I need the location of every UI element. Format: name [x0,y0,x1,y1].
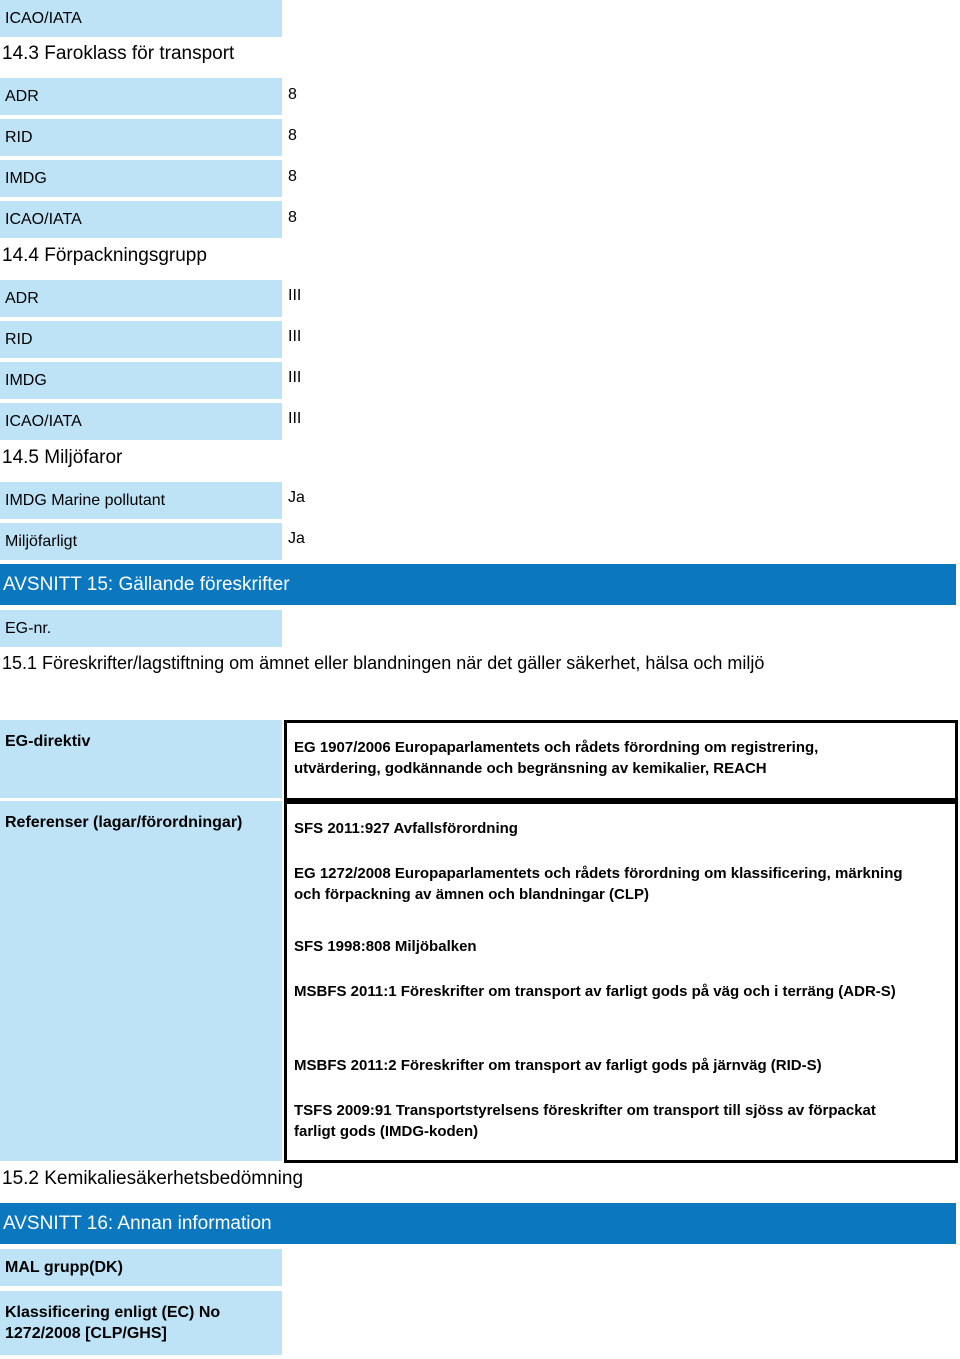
hazard-class-label-icao: ICAO/IATA [0,201,282,238]
hazard-class-value-imdg: 8 [288,168,297,185]
packing-group-label-adr: ADR [0,280,282,317]
eg-directive-text: EG 1907/2006 Europaparlamentets och rådets förordning om registrering, utvärdering, godkännande och begränsning av kemikalier, REACH [294,739,819,777]
eg-nr-label: EG-nr. [0,610,282,647]
reference-item: TSFS 2009:91 Transportstyrelsens föreskrifter om transport till sjöss av förpackat farligt gods (IMDG-koden) [294,1102,876,1140]
section-15-1-heading: 15.1 Föreskrifter/lagstiftning om ämnet eller blandningen när det gäller säkerhet, hälsa och miljö [2,653,765,673]
section-16-title: AVSNITT 16: Annan information [0,1203,956,1244]
reference-item: MSBFS 2011:2 Föreskrifter om transport av farligt gods på järnväg (RID-S) [294,1057,822,1074]
hazard-class-label-rid: RID [0,119,282,156]
packing-group-value-icao: III [288,410,302,427]
hazard-class-value-rid: 8 [288,127,297,144]
mal-group-label: MAL grupp(DK) [0,1249,282,1286]
reference-item: SFS 1998:808 Miljöbalken [294,938,477,955]
reference-item: MSBFS 2011:1 Föreskrifter om transport av farligt gods på väg och i terräng (ADR-S) [294,983,896,1000]
environment-label-marine-pollutant: IMDG Marine pollutant [0,482,282,519]
packing-group-value-imdg: III [288,369,302,386]
hazard-class-label-imdg: IMDG [0,160,282,197]
section-15-title: AVSNITT 15: Gällande föreskrifter [0,564,956,605]
packing-group-value-rid: III [288,328,302,345]
hazard-class-heading: 14.3 Faroklass för transport [2,43,235,64]
packing-group-label-icao: ICAO/IATA [0,403,282,440]
section-15-2-heading: 15.2 Kemikaliesäkerhetsbedömning [2,1168,304,1189]
environment-heading: 14.5 Miljöfaror [2,447,123,468]
packing-group-value-adr: III [288,287,302,304]
packing-group-label-imdg: IMDG [0,362,282,399]
environment-label-miljofarligt: Miljöfarligt [0,523,282,560]
environment-value-marine-pollutant: Ja [288,489,305,506]
packing-group-heading: 14.4 Förpackningsgrupp [2,245,207,266]
environment-value-miljofarligt: Ja [288,530,305,547]
hazard-class-value-icao: 8 [288,209,297,226]
packing-group-label-rid: RID [0,321,282,358]
hazard-class-label-adr: ADR [0,78,282,115]
reference-item: EG 1272/2008 Europaparlamentets och rådets förordning om klassificering, märkning och förpackning av ämnen och blandningar (CLP) [294,865,903,903]
eg-directive-label: EG-direktiv [0,720,282,798]
references-label: Referenser (lagar/förordningar) [0,801,282,1161]
classification-label: Klassificering enligt (EC) No 1272/2008 [CLP/GHS] [0,1291,282,1355]
hazard-class-value-adr: 8 [288,86,297,103]
transport-label-icao-top: ICAO/IATA [0,0,282,37]
reference-item: SFS 2011:927 Avfallsförordning [294,820,518,837]
